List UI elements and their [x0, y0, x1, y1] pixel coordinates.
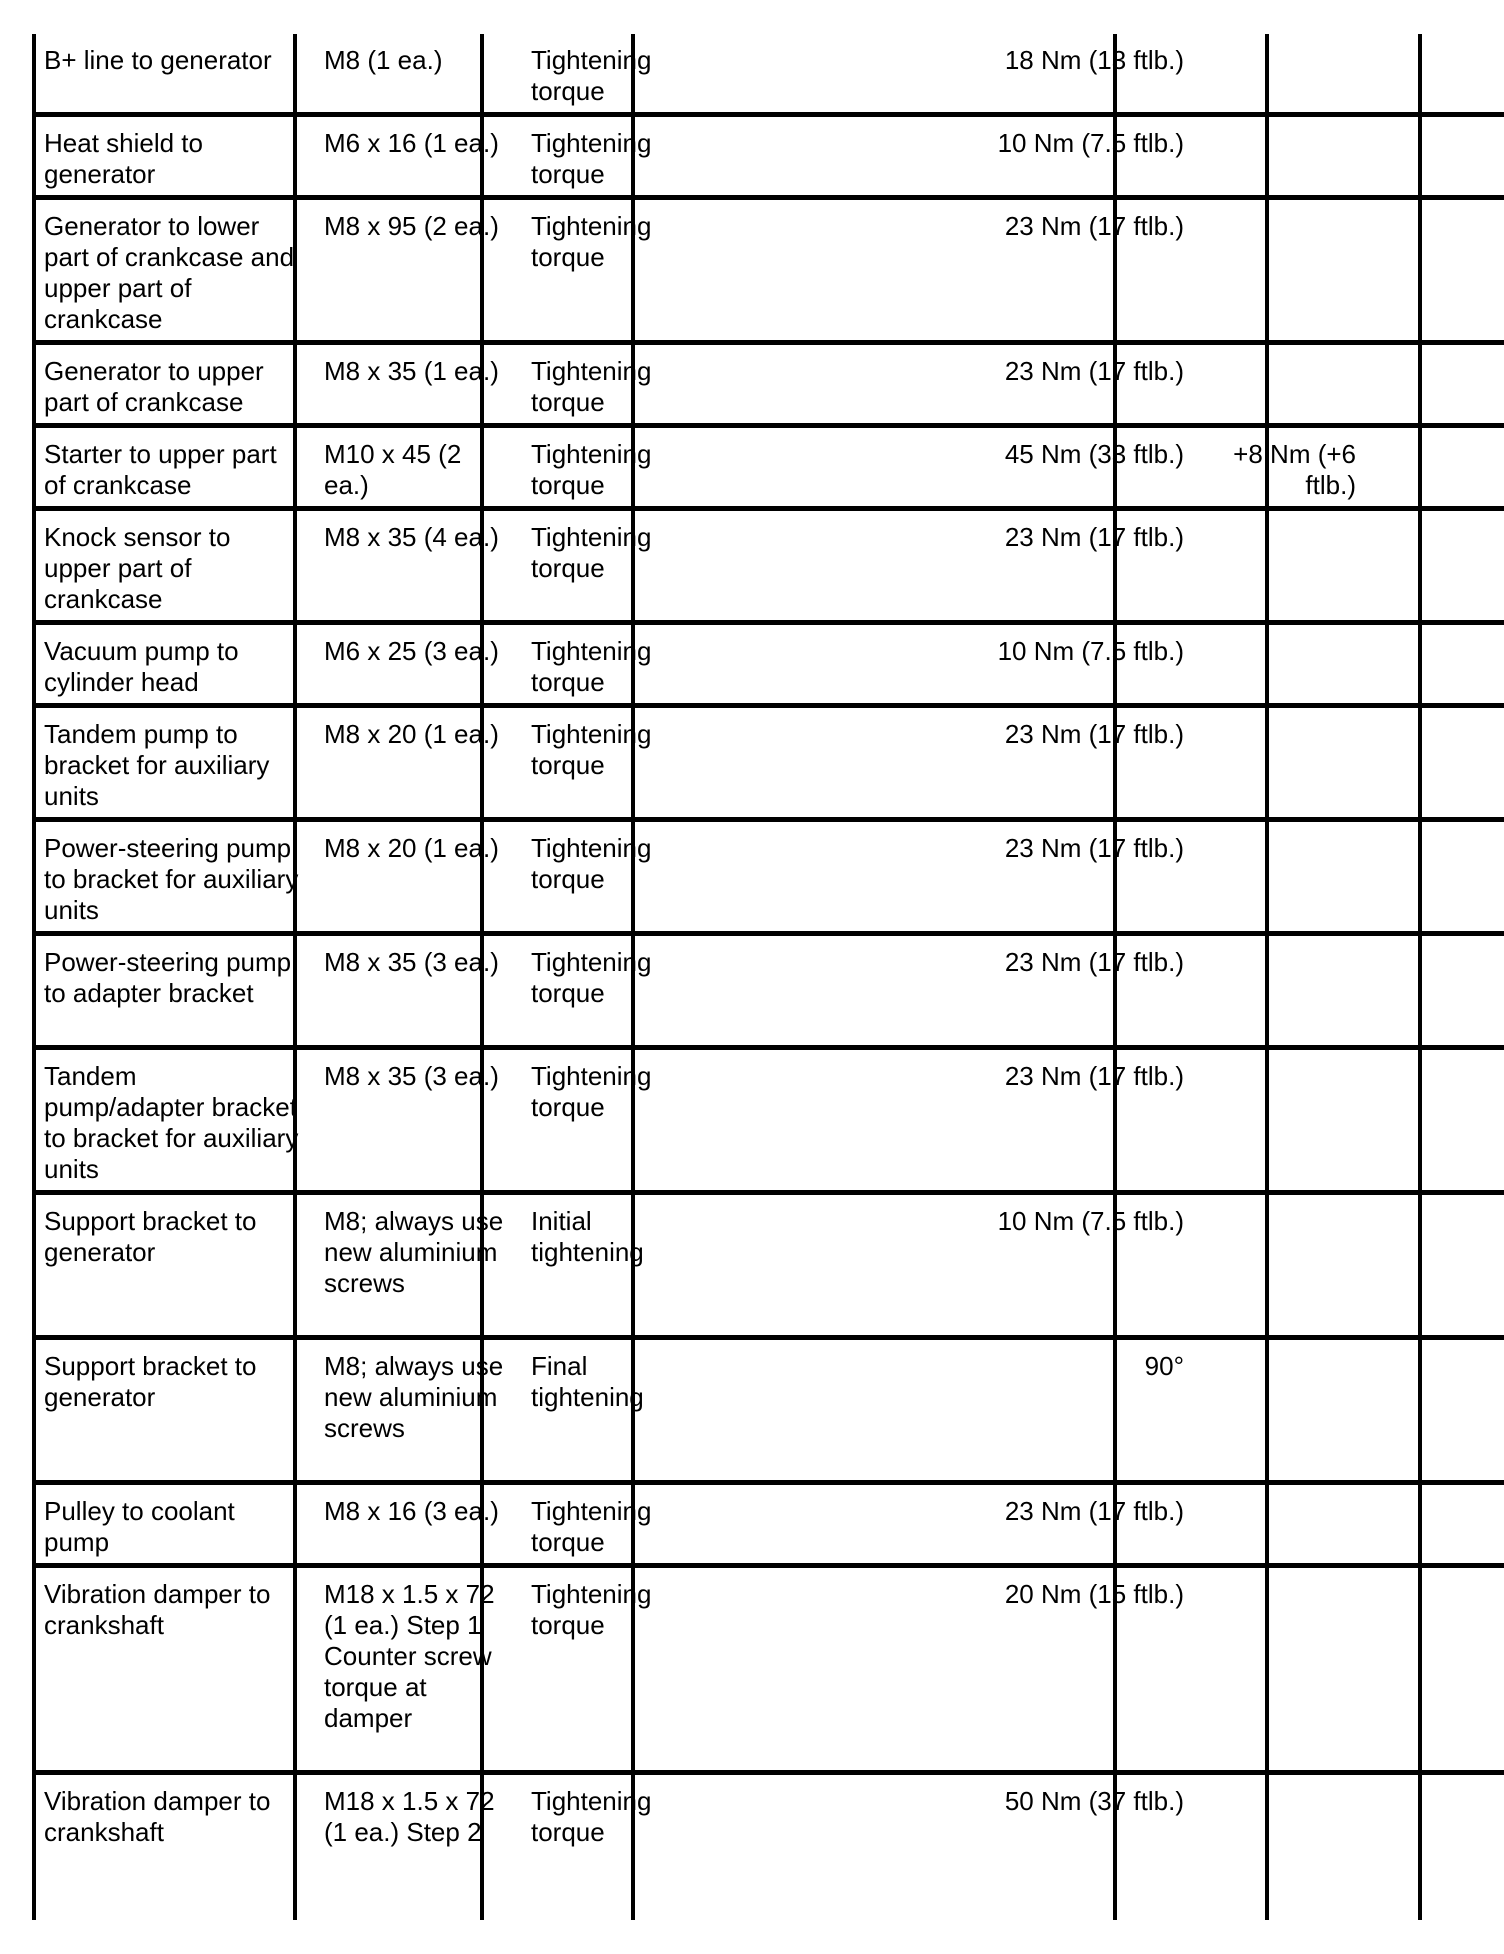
value-cell: 23 Nm (17 ftlb.) [692, 343, 1194, 426]
type-cell: Tightening torque [521, 198, 692, 343]
fastener-cell: M8 x 16 (3 ea.) [314, 1483, 521, 1566]
extra-cell [1194, 934, 1366, 1048]
extra-cell [1194, 1483, 1366, 1566]
extra-cell [1194, 1338, 1366, 1483]
note-cell [1366, 1483, 1504, 1566]
table-row [34, 509, 1504, 623]
component-cell: Power-steering pump to bracket for auxiliary units [34, 820, 314, 934]
extra-cell [1194, 1193, 1366, 1338]
note-cell [1366, 1193, 1504, 1338]
note-cell [1366, 934, 1504, 1048]
table-row [34, 623, 1504, 706]
type-cell: Tightening torque [521, 509, 692, 623]
note-cell [1366, 1048, 1504, 1193]
table-row [34, 706, 1504, 820]
extra-cell [1194, 1048, 1366, 1193]
fastener-cell: M18 x 1.5 x 72 (1 ea.) Step 1 Counter screw torque at damper [314, 1566, 521, 1773]
value-cell: 10 Nm (7.5 ftlb.) [692, 1193, 1194, 1338]
fastener-cell: M10 x 45 (2 ea.) [314, 426, 521, 509]
extra-cell [1194, 1773, 1366, 1916]
fastener-cell: M8; always use new aluminium screws [314, 1338, 521, 1483]
component-cell: Vibration damper to crankshaft [44, 1786, 271, 1847]
value-cell: 50 Nm (37 ftlb.) [1004, 1786, 1184, 1816]
type-cell: Tightening torque [521, 820, 692, 934]
type-cell: Final tightening [521, 1338, 692, 1483]
fastener-cell: M8 x 35 (4 ea.) [314, 509, 521, 623]
note-cell [1366, 115, 1504, 198]
torque-spec-table [34, 34, 1504, 1915]
note-cell [1366, 623, 1504, 706]
component-cell: Starter to upper part of crankcase [34, 426, 314, 509]
type-cell: Tightening torque [521, 623, 692, 706]
type-cell: Initial tightening [521, 1193, 692, 1338]
component-cell: Knock sensor to upper part of crankcase [34, 509, 314, 623]
table-row [34, 343, 1504, 426]
type-cell: Tightening torque [521, 34, 692, 115]
note-cell [1366, 1566, 1504, 1773]
type-cell: Tightening torque [521, 1566, 692, 1773]
fastener-cell: M6 x 16 (1 ea.) [314, 115, 521, 198]
fastener-cell: M8; always use new aluminium screws [314, 1193, 521, 1338]
extra-cell: +8 Nm (+6 ftlb.) [1194, 426, 1366, 509]
extra-cell [1194, 706, 1366, 820]
value-cell: 10 Nm (7.5 ftlb.) [692, 115, 1194, 198]
fastener-cell: M18 x 1.5 x 72 (1 ea.) Step 2 [324, 1786, 495, 1847]
type-cell: Tightening torque [521, 706, 692, 820]
note-cell [1366, 1338, 1504, 1483]
note-cell [1366, 706, 1504, 820]
type-cell: Tightening torque [521, 1048, 692, 1193]
value-cell: 18 Nm (13 ftlb.) [692, 34, 1194, 115]
extra-cell [1194, 115, 1366, 198]
note-cell [1366, 509, 1504, 623]
component-cell: Vacuum pump to cylinder head [34, 623, 314, 706]
extra-cell [1194, 198, 1366, 343]
table-row [34, 820, 1504, 934]
type-cell: Tightening torque [521, 343, 692, 426]
value-cell: 23 Nm (17 ftlb.) [692, 198, 1194, 343]
extra-cell [1194, 1566, 1366, 1773]
type-cell: Tightening torque [521, 1483, 692, 1566]
component-cell: Support bracket to generator [34, 1338, 314, 1483]
type-cell: Tightening torque [531, 1786, 652, 1847]
note-cell [1366, 1773, 1504, 1916]
component-cell: Generator to lower part of crankcase and upper part of crankcase [34, 198, 314, 343]
fastener-cell: M8 x 20 (1 ea.) [314, 706, 521, 820]
value-cell: 45 Nm (33 ftlb.) [692, 426, 1194, 509]
extra-cell [1194, 34, 1366, 115]
type-cell: Tightening torque [521, 115, 692, 198]
table-row [34, 115, 1504, 198]
value-cell: 10 Nm (7.5 ftlb.) [692, 623, 1194, 706]
type-cell: Tightening torque [521, 934, 692, 1048]
note-cell [1366, 426, 1504, 509]
fastener-cell: M8 x 35 (1 ea.) [314, 343, 521, 426]
note-cell [1366, 34, 1504, 115]
component-cell: Tandem pump to bracket for auxiliary units [34, 706, 314, 820]
fastener-cell: M8 x 95 (2 ea.) [314, 198, 521, 343]
fastener-cell: M8 (1 ea.) [314, 34, 521, 115]
value-cell: 23 Nm (17 ftlb.) [692, 706, 1194, 820]
component-cell: B+ line to generator [34, 34, 314, 115]
table-row [34, 426, 1504, 509]
table-row [34, 1193, 1504, 1338]
component-cell: Vibration damper to crankshaft [34, 1566, 314, 1773]
extra-cell [1194, 820, 1366, 934]
fastener-cell: M8 x 35 (3 ea.) [314, 1048, 521, 1193]
type-cell: Tightening torque [521, 426, 692, 509]
value-cell: 90° [692, 1338, 1194, 1483]
component-cell: Power-steering pump to adapter bracket [34, 934, 314, 1048]
table-row [34, 1483, 1504, 1566]
value-cell: 23 Nm (17 ftlb.) [692, 1048, 1194, 1193]
table-row [34, 1048, 1504, 1193]
table-row [34, 1566, 1504, 1773]
component-cell: Support bracket to generator [34, 1193, 314, 1338]
extra-cell [1194, 623, 1366, 706]
note-cell [1366, 343, 1504, 426]
component-cell: Pulley to coolant pump [34, 1483, 314, 1566]
table-row [34, 1338, 1504, 1483]
value-cell: 23 Nm (17 ftlb.) [692, 509, 1194, 623]
table-row [34, 34, 1504, 115]
note-cell [1366, 820, 1504, 934]
extra-cell [1194, 509, 1366, 623]
extra-cell [1194, 343, 1366, 426]
table-row [34, 198, 1504, 343]
component-cell: Tandem pump/adapter bracket to bracket for auxiliary units [34, 1048, 314, 1193]
table-row [34, 1773, 1504, 1916]
component-cell: Heat shield to generator [34, 115, 314, 198]
value-cell: 23 Nm (17 ftlb.) [692, 1483, 1194, 1566]
table-row [34, 934, 1504, 1048]
value-cell: 20 Nm (15 ftlb.) [692, 1566, 1194, 1773]
note-cell [1366, 198, 1504, 343]
value-cell: 23 Nm (17 ftlb.) [692, 820, 1194, 934]
fastener-cell: M8 x 35 (3 ea.) [314, 934, 521, 1048]
fastener-cell: M8 x 20 (1 ea.) [314, 820, 521, 934]
fastener-cell: M6 x 25 (3 ea.) [314, 623, 521, 706]
component-cell: Generator to upper part of crankcase [34, 343, 314, 426]
value-cell: 23 Nm (17 ftlb.) [692, 934, 1194, 1048]
